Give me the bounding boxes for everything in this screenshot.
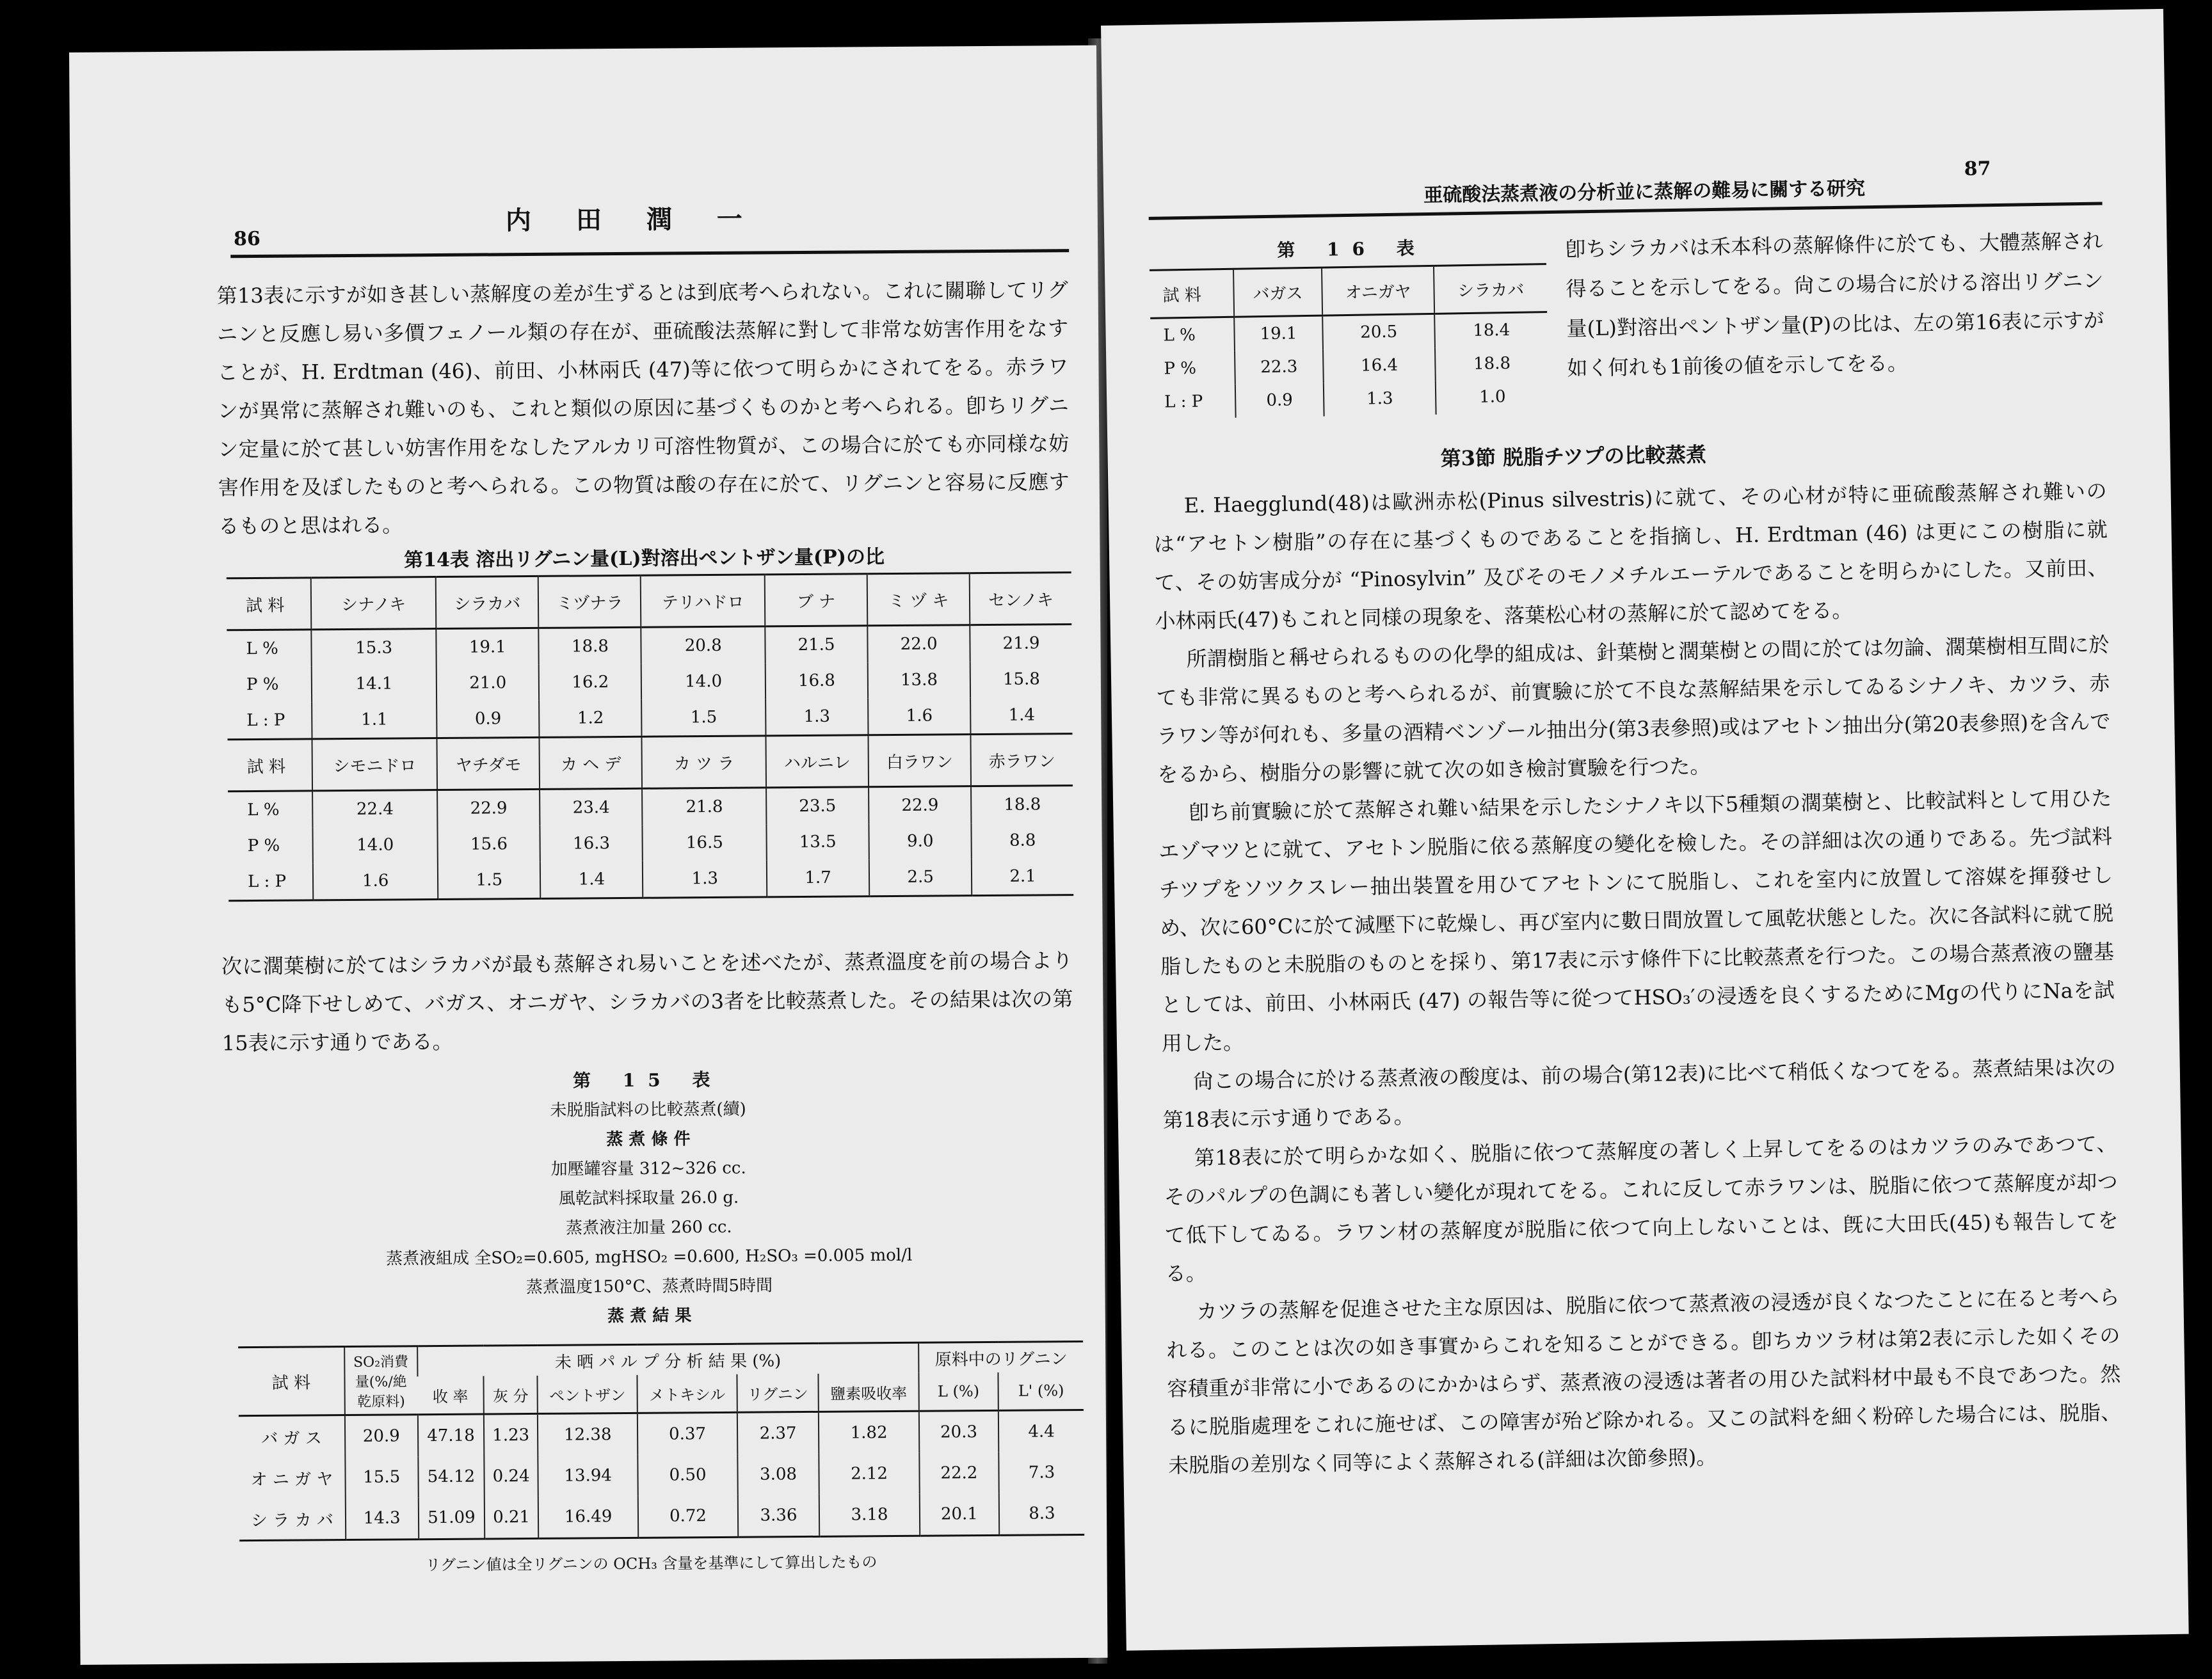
condition-line: 蒸煮溫度150°C、蒸煮時間5時間 — [525, 1276, 773, 1298]
table-cell: 0.72 — [638, 1495, 738, 1538]
table-cell: 20.5 — [1322, 314, 1435, 349]
table-cell: 1.5 — [438, 862, 540, 900]
table-caption-row — [1149, 227, 1546, 270]
table-cell: 0.50 — [637, 1454, 737, 1496]
table-cell: 54.12 — [418, 1456, 485, 1498]
table-cell: 16.5 — [643, 824, 767, 861]
table-cell: 22.9 — [869, 786, 971, 824]
table-cell: 3.08 — [737, 1454, 819, 1495]
table-cell: 18.8 — [539, 627, 641, 665]
header-cell: シラカバ — [1434, 264, 1547, 314]
table-cell: 1.5 — [642, 699, 766, 736]
paragraph: E. Haegglund(48)は歐洲赤松(Pinus silvestris)に就て、その心材が特に亜硫酸蒸解され難いのは“アセトン樹脂”の存在に基づくものであることを指摘し、H. Erdtman (46) は更にこの樹脂に就て、その妨害成分が “Pinosylvin” 及びそのモノメチルエーテルであることを明らかにした。又前田、小林兩氏(47)もこれと同様の現象を、落葉松心材の蒸解に於て認めてをる。 — [1153, 479, 2108, 633]
table-cell: L : P — [1164, 392, 1203, 412]
table-cell: 1.3 — [1324, 381, 1436, 417]
table-cell: 1.1 — [312, 701, 437, 739]
table-cell: 1.4 — [970, 697, 1072, 735]
table-cell: 2.37 — [737, 1412, 819, 1454]
table-cell: 20.9 — [345, 1415, 418, 1457]
paragraph: 次に濶葉樹に於てはシラカバが最も蒸解され易いことを述べたが、蒸煮溫度を前の場合よりも5°C降下せしめて、バガス、オニガヤ、シラカバの3者を比較蒸煮した。その結果は次の第15表に示す通りである。 — [221, 948, 1073, 1056]
header-cell: L (%) — [918, 1373, 998, 1411]
table15-footnote: リグニン値は全リグニンの OCH₃ 含量を基準にして算出したもの — [425, 1553, 878, 1575]
table-cell: 13.5 — [766, 824, 869, 860]
header-cell: ブ ナ — [765, 574, 868, 626]
condition-line: 蒸煮液組成 全SO₂=0.605, mgHSO₂ =0.600, H₂SO₃ =0.005 mol/l — [385, 1245, 913, 1269]
table-cell: 8.3 — [999, 1493, 1084, 1535]
page-number: 87 — [1964, 157, 1991, 180]
header-cell: 試 料 — [238, 1347, 344, 1416]
table-cell: 22.0 — [867, 625, 970, 663]
table-cell: P % — [1164, 358, 1197, 379]
table-cell: 0.24 — [484, 1456, 538, 1497]
table-cell: L : P — [228, 863, 313, 900]
header-rule — [230, 249, 1069, 258]
table-cell: 3.36 — [738, 1495, 820, 1537]
table-cell: 9.0 — [869, 823, 972, 859]
header-cell: 赤ラワン — [971, 734, 1073, 786]
table-cell: 23.4 — [540, 788, 642, 826]
table15 — [238, 1341, 1084, 1541]
table-header-row — [227, 573, 1072, 630]
table-cell: 0.9 — [1235, 383, 1324, 418]
table16 — [1149, 227, 1548, 419]
header-rule — [1149, 202, 2103, 219]
table14 — [227, 571, 1074, 902]
table-cell: 1.23 — [484, 1413, 538, 1456]
table-cell: 21.8 — [643, 788, 767, 825]
header-cell: 試 料 — [1150, 269, 1234, 318]
table-cell: 0.37 — [637, 1412, 737, 1455]
table-cell: 18.8 — [1435, 346, 1548, 381]
table-cell: バ ガ ス — [261, 1428, 322, 1449]
table-cell: 22.3 — [1235, 350, 1324, 385]
table-row — [228, 858, 1073, 901]
paragraph: カツラの蒸解を促進させた主な原因は、脱脂に依つて蒸煮液の浸透が良くなつたことに在ると考へられる。このことは次の如き事實からこれを知ることができる。卽ちカツラ材は第2表に示した如くその容積重が非常に小であるのにかかはらず、蒸煮液の浸透は著者の用ひた試料材中最も不良であつた。然るに脱脂處理をこれに施せば、この障害が殆ど除かれる。又この試料を細く粉碎した場合には、脱脂、未脱脂の差別なく同等によく蒸解される(詳細は次節參照)。 — [1166, 1285, 2122, 1478]
table15-subtitle: 未脱脂試料の比較蒸煮(續) — [550, 1099, 746, 1120]
table-cell: 2.1 — [972, 858, 1073, 896]
table-cell: 2.5 — [869, 859, 972, 896]
header-cell: バガス — [1233, 267, 1322, 317]
running-title: 亜硫酸法蒸煮液の分析並に蒸解の難易に關する研究 — [1423, 177, 1866, 207]
header-cell: カ ツ ラ — [642, 736, 766, 788]
header-cell: ヤチダモ — [437, 737, 540, 790]
header-cell: 灰 分 — [484, 1376, 538, 1414]
table-row — [1150, 312, 1548, 353]
table-cell: 18.8 — [971, 786, 1073, 824]
table-cell: 18.4 — [1435, 312, 1548, 348]
table-row — [239, 1452, 1084, 1499]
table-cell: 20.3 — [919, 1410, 999, 1452]
table-cell: 13.94 — [538, 1455, 638, 1497]
header-cell: 收 率 — [417, 1376, 484, 1415]
results-heading: 蒸 煮 結 果 — [607, 1306, 692, 1326]
header-cell: カ ヘ デ — [540, 736, 643, 789]
table-cell: 15.5 — [345, 1456, 418, 1498]
header-cell: L' (%) — [998, 1372, 1083, 1410]
table-cell: 1.3 — [765, 698, 868, 736]
header-cell: 未 晒 パ ル プ 分 析 結 果 (%) — [417, 1342, 918, 1376]
header-cell: 白ラワン — [869, 735, 972, 787]
table-cell: 15.6 — [438, 826, 540, 863]
table-cell: L % — [247, 800, 280, 820]
header-cell: 原料中のリグニン — [918, 1341, 1083, 1373]
table-cell: P % — [247, 836, 280, 856]
table-row — [228, 822, 1073, 864]
table-cell: 16.49 — [538, 1496, 639, 1539]
table-row — [227, 661, 1072, 703]
table15-title: 第 15 表 — [572, 1069, 723, 1092]
table-cell: 51.09 — [418, 1497, 485, 1540]
table16-title: 第 16 表 — [1277, 237, 1428, 261]
table-cell: 14.3 — [346, 1497, 419, 1540]
table-cell: 14.0 — [641, 663, 765, 699]
table-cell: 1.82 — [819, 1411, 919, 1454]
table-cell: 3.18 — [819, 1494, 920, 1537]
table-cell: 15.8 — [970, 661, 1072, 697]
table-cell: 1.3 — [643, 860, 767, 898]
section-heading: 第3節 脱脂チツプの比較蒸煮 — [1440, 442, 1707, 471]
table-header-row — [228, 734, 1073, 792]
table-cell: 21.5 — [765, 626, 867, 664]
table-header-row — [1150, 264, 1547, 319]
table15-heading-block — [222, 1063, 1075, 1333]
table-cell: 14.1 — [312, 665, 437, 702]
table-cell: シ ラ カ バ — [239, 1498, 346, 1541]
header-cell: シモニドロ — [312, 738, 437, 791]
condition-line: 加壓罐容量 312~326 cc. — [550, 1158, 746, 1179]
header-cell: 試 料 — [228, 739, 312, 792]
right-page — [1101, 9, 2189, 1651]
header-cell: ミヅナラ — [538, 575, 641, 628]
header-cell: シラカバ — [436, 576, 539, 628]
paragraph: 第13表に示すが如き甚しい蒸解度の差が生ずるとは到底考へられない。これに關聯してリグニンと反應し易い多價フェノール類の存在が、亜硫酸法蒸解に對して非常な妨害作用をなすことが、H. Erdtman (46)、前田、小林兩氏 (47)等に依つて明らかにされてをる。赤ラワンが異常に蒸解され難いのも、これと類似の原因に基づくものかと考へられる。卽ちリグニン定量に於て甚しい妨害作用をなしたアルカリ可溶性物質が、この場合に於ても亦同様な妨害作用を及ぼしたものと考へられる。この物質は酸の存在に於て、リグニンと容易に反應するものと思はれる。 — [216, 278, 1070, 539]
table-cell: 20.1 — [920, 1493, 1000, 1536]
table-row — [227, 697, 1072, 740]
table-cell: L % — [1163, 325, 1196, 346]
table-cell: 47.18 — [418, 1414, 485, 1456]
table-cell: 4.4 — [998, 1410, 1084, 1452]
table-cell: 16.8 — [765, 662, 868, 699]
table-row — [239, 1493, 1084, 1541]
table14-caption: 第14表 溶出リグニン量(L)對溶出ペントザン量(P)の比 — [404, 546, 885, 572]
table-cell: 23.5 — [766, 787, 869, 825]
table-cell: 1.4 — [540, 861, 643, 899]
header-cell: ハルニレ — [766, 735, 869, 788]
table-cell: 0.9 — [437, 701, 539, 738]
table-cell: 22.2 — [919, 1452, 999, 1494]
table-cell: 20.8 — [641, 626, 765, 664]
table-cell: L % — [246, 639, 278, 659]
table-cell: 1.0 — [1436, 379, 1548, 415]
header-cell: 鹽素吸收率 — [819, 1373, 919, 1412]
table-row — [228, 786, 1073, 829]
table-cell: 14.0 — [312, 827, 438, 863]
header-cell: ミ ヅ キ — [867, 573, 970, 626]
table-cell: 21.0 — [437, 665, 539, 701]
table-cell: 8.8 — [972, 822, 1073, 859]
table-cell: 19.1 — [1234, 315, 1323, 351]
left-page — [69, 45, 1108, 1665]
paragraph: 尙この場合に於ける蒸煮液の酸度は、前の場合(第12表)に比べて稍低くなつてをる。蒸煮結果は次の第18表に示す通りである。 — [1162, 1054, 2117, 1133]
table-cell: P % — [246, 674, 279, 695]
table-cell: 1.2 — [539, 700, 641, 738]
paragraph: 所謂樹脂と稱せられるものの化學的組成は、針葉樹と濶葉樹との間に於ては勿論、濶葉樹相互間に於ても非常に異るものと考へられるが、前實驗に於て不良な蒸解結果を示してゐるシナノキ、カツラ、赤ラワン等が何れも、多量の酒精ベンゾール抽出分(第3表參照)或はアセトン抽出分(第20表參照)を含んでをるから、樹脂分の影響に就て次の如き檢討實驗を行つた。 — [1156, 632, 2111, 787]
paragraph: 第18表に於て明らかな如く、脱脂に依つて蒸解度の著しく上昇してをるのはカツラのみであつて、そのパルプの色調にも著しい變化が現れてをる。これに反して赤ラワンは、脱脂に依つて蒸解度が却つて低下してゐる。ラワン材の蒸解度が脱脂に依つて向上しないことは、旣に大田氏(45)も報告してをる。 — [1164, 1131, 2119, 1286]
table-cell: 16.3 — [540, 825, 643, 862]
header-cell: センノキ — [970, 573, 1071, 625]
conditions-heading: 蒸 煮 條 件 — [606, 1129, 691, 1150]
table-row — [1151, 379, 1549, 419]
table-cell: 1.7 — [767, 859, 869, 897]
header-cell: オニガヤ — [1322, 266, 1435, 315]
page-number: 86 — [233, 227, 260, 251]
header-cell: メトキシル — [637, 1374, 737, 1413]
header-cell: シナノキ — [311, 577, 437, 630]
author-header: 内田潤一 — [505, 203, 788, 236]
table-cell: 16.4 — [1323, 348, 1436, 383]
table-row — [239, 1410, 1084, 1458]
table-cell: 1.6 — [868, 697, 970, 735]
table-cell: 22.9 — [437, 789, 540, 827]
condition-line: 蒸煮液注加量 260 cc. — [565, 1217, 732, 1238]
table-cell: 13.8 — [868, 662, 970, 698]
header-cell: SO₂消費量(%/絶乾原料) — [344, 1346, 418, 1415]
table-cell: 21.9 — [970, 625, 1071, 662]
table-cell: 19.1 — [437, 628, 539, 665]
table-cell: 1.6 — [313, 863, 438, 900]
table-cell: 16.2 — [539, 664, 641, 701]
header-cell: テリハドロ — [641, 575, 765, 627]
table-cell: 7.3 — [998, 1452, 1084, 1493]
paragraph: 卽ち前實驗に於て蒸解され難い結果を示したシナノキ以下5種類の濶葉樹と、比較試料として用ひたエゾマツとに就て、アセトン脱脂に依る蒸解度の變化を檢した。その詳細は次の通りである。先づ試料チツプをソツクスレー抽出裝置を用ひてアセトンにて脱脂し、これを室内に放置して溶媒を揮發せしめ、次に60°Cに於て減壓下に乾燥し、再び室内に數日間放置して風乾状態とした。次に各試料に就て脱脂したものと未脱脂のものとを採り、第17表に示す條件下に比較蒸煮を行つた。この場合蒸煮液の鹽基としては、前田、小林兩氏 (47) の報告等に從つてHSO₃′の浸透を良くするためにMgの代りにNaを試用した。 — [1158, 786, 2115, 1056]
body-text — [1153, 472, 2122, 1484]
table-cell: L : P — [227, 702, 312, 739]
table-row — [227, 625, 1071, 667]
header-cell: ペントザン — [538, 1375, 637, 1414]
condition-line: 風乾試料採取量 26.0 g. — [558, 1188, 739, 1209]
table-cell: 0.21 — [485, 1497, 538, 1539]
side-paragraph: 卽ちシラカバは禾本科の蒸解條件に於ても、大體蒸解され得ることを示してをる。尙この場合に於ける溶出リグニン量(L)對溶出ペントザン量(P)の比は、左の第16表に示すが如く何れも1前後の値を示してをる。 — [1565, 228, 2104, 381]
table-cell: 2.12 — [819, 1453, 920, 1495]
table-cell: 12.38 — [538, 1413, 638, 1456]
table-cell: オ ニ ガ ヤ — [250, 1469, 333, 1490]
header-cell: リグニン — [737, 1374, 819, 1412]
table-cell: 22.4 — [312, 790, 438, 828]
table-cell: 15.3 — [311, 629, 437, 667]
header-cell: 試 料 — [227, 578, 311, 630]
